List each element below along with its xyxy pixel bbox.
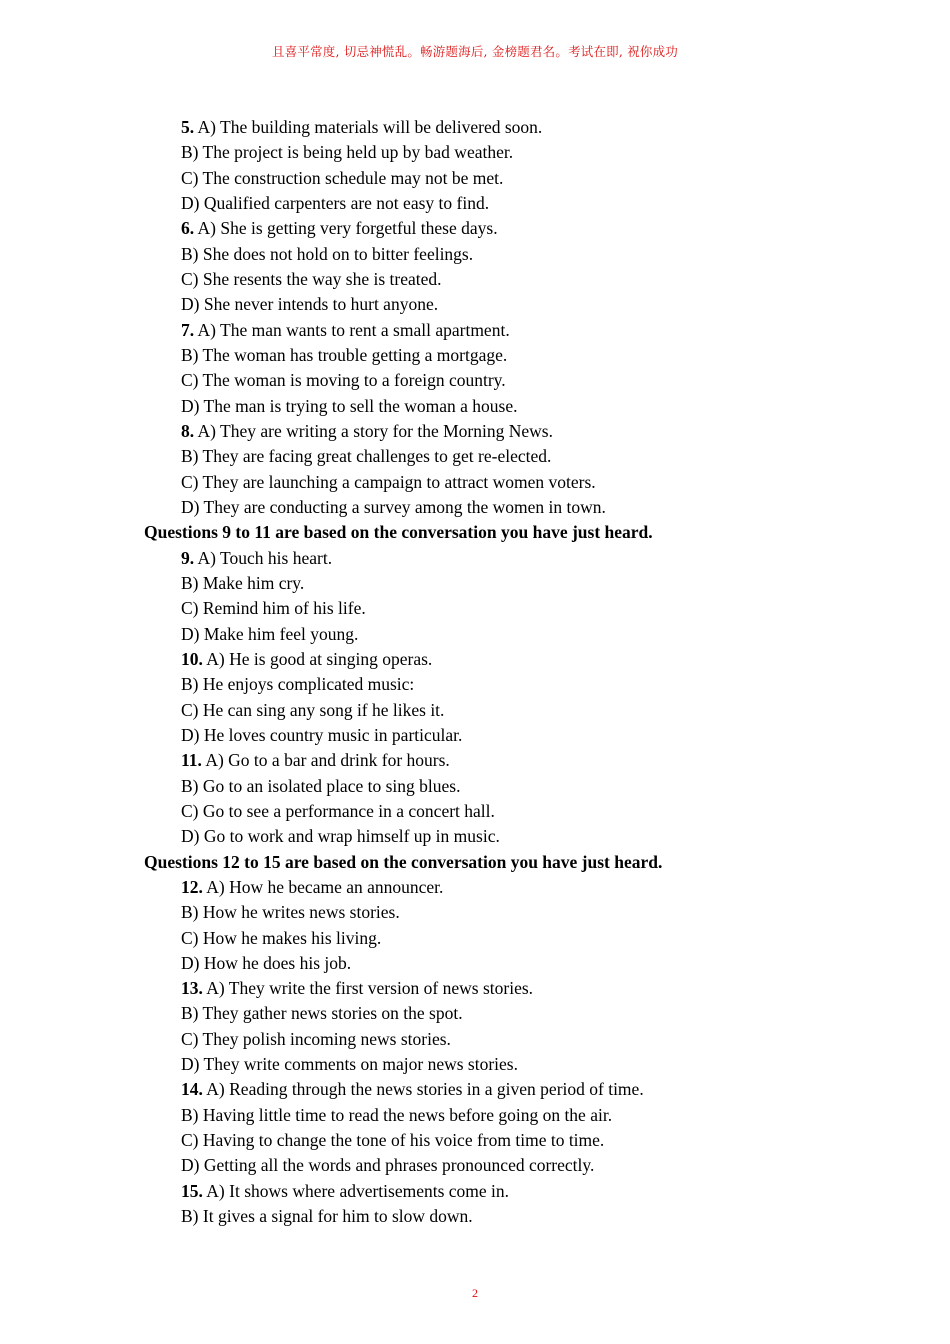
question-first-option	[0, 318, 950, 343]
question-number: 7.	[181, 319, 195, 340]
answer-option: C) The construction schedule may not be met.	[181, 167, 504, 188]
answer-option: B) The project is being held up by bad weather.	[181, 142, 514, 163]
answer-option: B) Having little time to read the news before going on the air.	[181, 1104, 613, 1125]
question-first-option	[0, 647, 950, 672]
option-text: A) How he became an announcer.	[202, 876, 444, 897]
answer-option: C) He can sing any song if he likes it.	[181, 699, 445, 720]
answer-option: D) Qualified carpenters are not easy to find.	[181, 192, 490, 213]
answer-option: B) They are facing great challenges to get re-elected.	[181, 446, 552, 467]
answer-option: D) He loves country music in particular.	[181, 724, 463, 745]
answer-option: B) They gather news stories on the spot.	[181, 1003, 463, 1024]
question-number: 9.	[181, 547, 195, 568]
option-text: A) The building materials will be delivered soon.	[194, 117, 543, 137]
question-number: 15.	[181, 1180, 203, 1201]
answer-option: D) Getting all the words and phrases pronounced correctly.	[181, 1155, 595, 1176]
question-number: 11.	[181, 750, 202, 771]
answer-option: D) She never intends to hurt anyone.	[181, 294, 439, 315]
option-text: A) The man wants to rent a small apartment.	[194, 319, 510, 340]
question-first-option	[0, 216, 950, 241]
answer-option: C) How he makes his living.	[181, 927, 382, 948]
answer-option: C) They are launching a campaign to attract women voters.	[181, 471, 596, 492]
question-number: 10.	[181, 648, 203, 669]
question-first-option	[0, 1077, 950, 1102]
question-number: 6.	[181, 218, 195, 239]
answer-option: D) They are conducting a survey among the women in town.	[181, 496, 606, 517]
option-text: A) Go to a bar and drink for hours.	[201, 750, 450, 771]
option-text: A) He is good at singing operas.	[202, 648, 433, 669]
answer-option: C) She resents the way she is treated.	[181, 268, 442, 289]
question-number: 8.	[181, 420, 195, 441]
page-number: 2	[472, 1286, 478, 1300]
option-text: A) They are writing a story for the Morning News.	[194, 420, 553, 441]
answer-option: B) How he writes news stories.	[181, 902, 400, 923]
answer-option: B) She does not hold on to bitter feelings.	[181, 243, 474, 264]
answer-option: B) Go to an isolated place to sing blues.	[181, 775, 461, 796]
question-first-option	[0, 546, 950, 571]
answer-option: D) The man is trying to sell the woman a house.	[181, 395, 518, 416]
question-first-option	[0, 115, 950, 140]
question-first-option	[0, 419, 950, 444]
section-heading: Questions 9 to 11 are based on the conversation you have just heard.	[144, 522, 653, 543]
question-first-option	[0, 875, 950, 900]
option-text: A) Reading through the news stories in a given period of time.	[202, 1079, 644, 1100]
answer-option: D) Make him feel young.	[181, 623, 359, 644]
question-first-option	[0, 748, 950, 773]
answer-option: B) It gives a signal for him to slow down.	[181, 1206, 473, 1227]
answer-option: D) Go to work and wrap himself up in music.	[181, 826, 500, 847]
page-header-motto: 且喜平常度, 切忌神慌乱。畅游题海后, 金榜题君名。考试在即, 祝你成功	[271, 44, 679, 59]
answer-option: B) He enjoys complicated music:	[181, 674, 415, 695]
question-number: 12.	[181, 876, 203, 897]
question-number: 14.	[181, 1079, 203, 1100]
answer-option: D) How he does his job.	[181, 952, 352, 973]
answer-option: D) They write comments on major news stories.	[181, 1054, 518, 1075]
option-text: A) Touch his heart.	[194, 547, 333, 568]
question-first-option	[0, 1179, 950, 1204]
option-text: A) They write the first version of news stories.	[202, 978, 534, 999]
answer-option: C) The woman is moving to a foreign country.	[181, 370, 506, 391]
answer-option: B) Make him cry.	[181, 572, 305, 593]
question-number: 5.	[181, 117, 195, 137]
answer-option: C) They polish incoming news stories.	[181, 1028, 451, 1049]
answer-option: B) The woman has trouble getting a mortgage.	[181, 344, 508, 365]
option-text: A) It shows where advertisements come in.	[202, 1180, 510, 1201]
answer-option: C) Go to see a performance in a concert hall.	[181, 800, 495, 821]
option-text: A) She is getting very forgetful these days.	[194, 218, 498, 239]
question-list	[0, 115, 950, 1229]
question-number: 13.	[181, 978, 203, 999]
section-heading: Questions 12 to 15 are based on the conversation you have just heard.	[144, 851, 663, 872]
answer-option: C) Remind him of his life.	[181, 598, 366, 619]
question-first-option	[0, 976, 950, 1001]
answer-option: C) Having to change the tone of his voice from time to time.	[181, 1130, 605, 1151]
